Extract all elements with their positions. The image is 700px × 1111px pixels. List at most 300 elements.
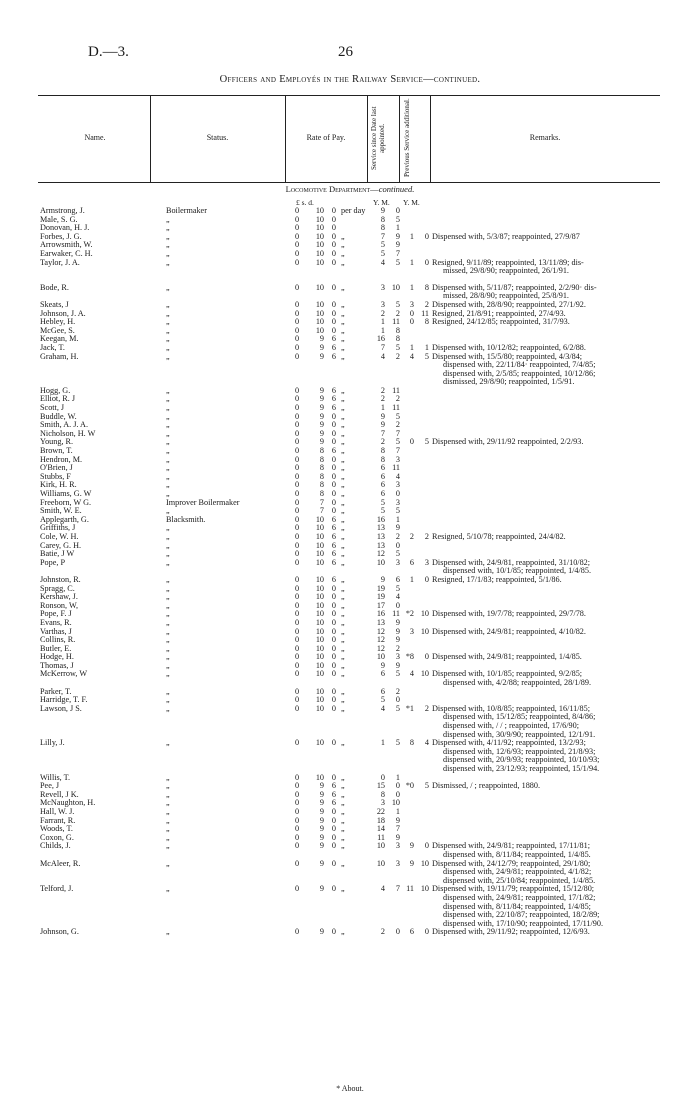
pay-pence: 6 [331, 446, 336, 456]
employee-status: „ [166, 609, 170, 619]
employee-name: Coxon, G. [40, 832, 74, 842]
pay-pounds: 0 [295, 223, 300, 233]
previous-months: 4 [424, 738, 429, 748]
previous-years: 8 [409, 738, 414, 748]
table-row [0, 619, 700, 628]
employee-table [0, 207, 700, 937]
service-years: 4 [380, 351, 385, 361]
pay-unit: „ [341, 686, 345, 696]
remark-line: dispensed with, 4/2/88; reappointed, 28/1/89. [443, 678, 592, 688]
column-header-service-since: Service since Date last appointed. [370, 106, 386, 170]
employee-name: Johnson, G. [40, 927, 79, 937]
pay-shillings: 10 [315, 600, 324, 610]
pay-pounds: 0 [295, 480, 300, 490]
employee-status: „ [166, 308, 170, 318]
service-years: 16 [376, 514, 385, 524]
pay-shillings: 10 [315, 635, 324, 645]
pay-pounds: 0 [295, 772, 300, 782]
pay-pounds: 0 [295, 385, 300, 395]
service-months: 5 [395, 549, 400, 559]
service-months: 5 [395, 299, 400, 309]
service-years: 22 [376, 807, 385, 817]
pay-pence: 0 [331, 703, 336, 713]
service-months: 10 [391, 798, 400, 808]
previous-months: 10 [420, 669, 429, 679]
table-row [0, 739, 700, 773]
previous-months: 8 [424, 317, 429, 327]
pay-shillings: 10 [315, 223, 324, 233]
pay-shillings: 10 [315, 308, 324, 318]
pay-unit: „ [341, 574, 345, 584]
pay-shillings: 8 [319, 489, 324, 499]
employee-name: Hebley, H. [40, 317, 76, 327]
pay-unit: per day [341, 206, 366, 215]
pay-pounds: 0 [295, 248, 300, 258]
pay-shillings: 9 [319, 798, 324, 808]
remark-line: Dispensed with, 15/5/80; reappointed, 4/3/84; [432, 351, 583, 361]
employee-name: Smith, W. E. [40, 506, 82, 516]
service-years: 1 [380, 325, 385, 335]
pay-pence: 0 [331, 497, 336, 507]
pay-shillings: 9 [319, 394, 324, 404]
pay-pence: 0 [331, 282, 336, 292]
pay-pounds: 0 [295, 841, 300, 851]
employee-name: Scott, J [40, 403, 65, 413]
service-years: 10 [376, 557, 385, 567]
service-years: 14 [376, 824, 385, 834]
employee-name: Farrant, R. [40, 815, 76, 825]
service-years: 7 [380, 231, 385, 241]
table-row [0, 808, 700, 817]
pay-pence: 0 [331, 223, 336, 233]
previous-months: 0 [424, 927, 429, 937]
service-years: 3 [380, 299, 385, 309]
service-months: 2 [395, 643, 400, 653]
service-months: 9 [395, 523, 400, 533]
pay-shillings: 10 [315, 695, 324, 705]
pay-pounds: 0 [295, 231, 300, 241]
previous-years: 1 [409, 342, 414, 352]
pay-pounds: 0 [295, 643, 300, 653]
pay-unit: „ [341, 463, 345, 473]
employee-name: Hogg, G. [40, 385, 71, 395]
table-row [0, 653, 700, 662]
service-years: 17 [376, 600, 385, 610]
pay-pence: 0 [331, 815, 336, 825]
employee-name: Lawson, J S. [40, 703, 82, 713]
service-years: 6 [380, 471, 385, 481]
remark-line: Dispensed with, 24/12/79; reappointed, 29/1/80; [432, 858, 591, 868]
employee-name: Taylor, J. A. [40, 257, 80, 267]
pay-pounds: 0 [295, 240, 300, 250]
pay-unit: „ [341, 282, 345, 292]
remark-line: dispensed with, 22/10/87; reappointed, 18/2/89; [443, 910, 600, 920]
employee-name: Harridge, T. F. [40, 695, 88, 705]
pay-pence: 6 [331, 557, 336, 567]
col-divider [399, 96, 400, 182]
previous-years: 1 [409, 231, 414, 241]
employee-name: Kershaw, J. [40, 592, 78, 602]
service-months: 0 [395, 789, 400, 799]
service-months: 7 [395, 446, 400, 456]
previous-years: 1 [409, 257, 414, 267]
service-months: 3 [395, 480, 400, 490]
pay-shillings: 7 [319, 506, 324, 516]
remarks [432, 705, 668, 739]
service-years: 6 [380, 686, 385, 696]
pay-shillings: 9 [319, 334, 324, 344]
table-row [0, 696, 700, 705]
pay-pence: 0 [331, 660, 336, 670]
previous-years: 6 [409, 557, 414, 567]
pay-shillings: 9 [319, 351, 324, 361]
previous-months: 2 [424, 531, 429, 541]
table-row [0, 705, 700, 739]
table-row [0, 585, 700, 594]
service-months: 5 [395, 437, 400, 447]
table-row [0, 259, 700, 276]
pay-unit: „ [341, 471, 345, 481]
table-row [0, 550, 700, 559]
pay-pounds: 0 [295, 411, 300, 421]
service-months: 9 [395, 815, 400, 825]
employee-name: Kirk, H. R. [40, 480, 77, 490]
pay-pence: 6 [331, 531, 336, 541]
employee-name: Brown, T. [40, 446, 73, 456]
pay-pence: 0 [331, 927, 336, 937]
col-divider [367, 96, 368, 182]
employee-status: „ [166, 446, 170, 456]
service-months: 9 [395, 240, 400, 250]
employee-status: „ [166, 471, 170, 481]
employee-status: „ [166, 686, 170, 696]
pay-shillings: 8 [319, 471, 324, 481]
service-years: 13 [376, 523, 385, 533]
pay-shillings: 10 [315, 626, 324, 636]
pay-pounds: 0 [295, 308, 300, 318]
employee-status: „ [166, 703, 170, 713]
pay-unit: „ [341, 446, 345, 456]
pay-shillings: 8 [319, 454, 324, 464]
service-years: 8 [380, 789, 385, 799]
service-years: 9 [380, 411, 385, 421]
pay-unit: „ [341, 231, 345, 241]
pay-unit: „ [341, 437, 345, 447]
table-row [0, 533, 700, 542]
pay-unit: „ [341, 394, 345, 404]
pay-unit: „ [341, 798, 345, 808]
table-row [0, 344, 700, 353]
service-months: 0 [395, 489, 400, 499]
remarks [432, 318, 668, 327]
remarks [432, 885, 668, 928]
employee-status: „ [166, 927, 170, 937]
pay-unit: „ [341, 600, 345, 610]
service-years: 12 [376, 643, 385, 653]
pay-shillings: 9 [319, 437, 324, 447]
service-months: 9 [395, 626, 400, 636]
service-years: 2 [380, 437, 385, 447]
previous-years: 4 [409, 351, 414, 361]
employee-name: Bode, R. [40, 282, 69, 292]
service-years: 9 [380, 660, 385, 670]
previous-months: 10 [420, 884, 429, 894]
previous-months: 2 [424, 299, 429, 309]
employee-name: Willis, T. [40, 772, 71, 782]
remark-line: Dismissed, / ; reappointed, 1880. [432, 781, 541, 791]
pay-pence: 0 [331, 206, 336, 215]
pay-shillings: 10 [315, 592, 324, 602]
remark-line: Dispensed with, 10/1/85; reappointed, 9/2/85; [432, 669, 583, 679]
pay-pence: 0 [331, 626, 336, 636]
service-months: 3 [395, 557, 400, 567]
pay-pence: 6 [331, 523, 336, 533]
table-row [0, 928, 700, 937]
previous-years: 1 [409, 282, 414, 292]
service-years: 1 [380, 317, 385, 327]
table-row [0, 817, 700, 826]
employee-status: „ [166, 411, 170, 421]
pay-pounds: 0 [295, 334, 300, 344]
previous-years: 3 [409, 626, 414, 636]
pay-unit: „ [341, 815, 345, 825]
service-years: 6 [380, 463, 385, 473]
pay-pounds: 0 [295, 282, 300, 292]
employee-name: Revell, J K. [40, 789, 79, 799]
pay-unit: „ [341, 592, 345, 602]
table-row [0, 335, 700, 344]
previous-months: 10 [420, 858, 429, 868]
employee-status: „ [166, 523, 170, 533]
employee-status: „ [166, 574, 170, 584]
service-months: 9 [395, 231, 400, 241]
remark-line: dispensed with, 17/10/90; reappointed, 17/11/90. [443, 918, 604, 928]
previous-years: *2 [405, 609, 414, 619]
employee-status: „ [166, 463, 170, 473]
service-years: 8 [380, 214, 385, 224]
pay-unit: „ [341, 497, 345, 507]
table-row [0, 233, 700, 242]
employee-status: Improver Boilermaker [166, 497, 240, 507]
remarks [432, 782, 668, 791]
employee-status: „ [166, 583, 170, 593]
remark-line: Dispensed with, 24/9/81; reappointed, 4/10/82. [432, 626, 586, 636]
remarks [432, 670, 668, 687]
table-row [0, 774, 700, 783]
service-months: 9 [395, 832, 400, 842]
employee-status: „ [166, 489, 170, 499]
service-years: 6 [380, 480, 385, 490]
previous-months: 1 [424, 342, 429, 352]
pay-pounds: 0 [295, 317, 300, 327]
table-row [0, 430, 700, 439]
pay-unit: „ [341, 695, 345, 705]
pay-pence: 6 [331, 540, 336, 550]
pay-shillings: 10 [315, 282, 324, 292]
table-row [0, 318, 700, 327]
pay-unit: „ [341, 781, 345, 791]
employee-name: Carey, G. H. [40, 540, 82, 550]
pay-pence: 6 [331, 385, 336, 395]
employee-status: „ [166, 549, 170, 559]
service-months: 2 [395, 351, 400, 361]
pay-pounds: 0 [295, 257, 300, 267]
service-years: 2 [380, 308, 385, 318]
previous-months: 10 [420, 626, 429, 636]
section-title-text: Locomotive Department— [285, 184, 379, 194]
service-months: 0 [395, 206, 400, 215]
previous-years: 9 [409, 858, 414, 868]
pay-unit: „ [341, 858, 345, 868]
table-row [0, 799, 700, 808]
service-years: 16 [376, 609, 385, 619]
pay-pounds: 0 [295, 514, 300, 524]
service-years: 7 [380, 428, 385, 438]
pay-shillings: 10 [315, 549, 324, 559]
employee-status: „ [166, 531, 170, 541]
service-years: 5 [380, 240, 385, 250]
pay-shillings: 10 [315, 703, 324, 713]
pay-unit: „ [341, 403, 345, 413]
table-row [0, 241, 700, 250]
table-row [0, 516, 700, 525]
pay-pounds: 0 [295, 574, 300, 584]
table-row [0, 670, 700, 687]
previous-years: 4 [409, 669, 414, 679]
pay-pence: 0 [331, 617, 336, 627]
pay-pence: 0 [331, 480, 336, 490]
pay-unit: „ [341, 420, 345, 430]
pay-unit: „ [341, 531, 345, 541]
remark-line: missed, 29/8/90; reappointed, 26/1/91. [443, 266, 569, 276]
service-months: 1 [395, 514, 400, 524]
pay-unit: „ [341, 635, 345, 645]
employee-name: Graham, H. [40, 351, 79, 361]
employee-name: Collins, R. [40, 635, 76, 645]
service-months: 2 [395, 686, 400, 696]
previous-years: 6 [409, 927, 414, 937]
pay-shillings: 9 [319, 342, 324, 352]
previous-years: 1 [409, 574, 414, 584]
employee-status: „ [166, 781, 170, 791]
remarks [432, 284, 668, 301]
employee-status: „ [166, 403, 170, 413]
remark-line: dispensed with, 30/9/90; reappointed, 12/1/91. [443, 729, 596, 739]
pay-shillings: 9 [319, 832, 324, 842]
remark-line: Dispensed with, 29/11/92; reappointed, 12/6/93. [432, 927, 590, 937]
previous-months: 3 [424, 557, 429, 567]
pay-shillings: 10 [315, 609, 324, 619]
service-years: 7 [380, 342, 385, 352]
service-months: 1 [395, 807, 400, 817]
table-row [0, 224, 700, 233]
employee-status: „ [166, 824, 170, 834]
remark-line: Dispensed with, 10/12/82; reappointed, 6/2/88. [432, 342, 586, 352]
pay-pounds: 0 [295, 428, 300, 438]
employee-status: „ [166, 248, 170, 258]
service-months: 4 [395, 471, 400, 481]
service-months: 5 [395, 669, 400, 679]
remark-line: Dispensed with, 4/11/92; reappointed, 13/2/93; [432, 738, 586, 748]
pay-pounds: 0 [295, 600, 300, 610]
pay-shillings: 9 [319, 927, 324, 937]
table-row [0, 542, 700, 551]
remarks [432, 860, 668, 886]
pay-shillings: 10 [315, 206, 324, 215]
previous-months: 0 [424, 574, 429, 584]
remark-line: Resigned, 21/8/91; reappointed, 27/4/93. [432, 308, 566, 318]
service-years: 6 [380, 489, 385, 499]
employee-status: „ [166, 342, 170, 352]
pay-pounds: 0 [295, 781, 300, 791]
pay-unit: „ [341, 514, 345, 524]
service-months: 3 [395, 858, 400, 868]
employee-status: „ [166, 643, 170, 653]
employee-name: Williams, G. W [40, 489, 92, 499]
remark-line: dispensed with, 24/9/81; reappointed, 17/1/82; [443, 892, 596, 902]
employee-name: Hodge, H. [40, 652, 74, 662]
pay-unit: „ [341, 325, 345, 335]
employee-name: McGee, S. [40, 325, 75, 335]
pay-pounds: 0 [295, 815, 300, 825]
employee-name: Varthas, J [40, 626, 72, 636]
pay-pence: 0 [331, 257, 336, 267]
service-months: 9 [395, 660, 400, 670]
service-months: 9 [395, 635, 400, 645]
pay-pounds: 0 [295, 549, 300, 559]
service-years: 9 [380, 574, 385, 584]
pay-pence: 0 [331, 248, 336, 258]
employee-status: „ [166, 798, 170, 808]
page-title: Officers and Employés in the Railway Service—continued. [219, 74, 481, 85]
pay-unit: „ [341, 660, 345, 670]
service-months: 11 [392, 385, 400, 395]
remark-line: dispensed with, 22/11/84· reappointed, 7/4/85; [443, 360, 596, 370]
table-row [0, 576, 700, 585]
service-years: 5 [380, 248, 385, 258]
service-months: 1 [395, 223, 400, 233]
table-row [0, 782, 700, 791]
table-row [0, 559, 700, 576]
service-years: 12 [376, 626, 385, 636]
table-row [0, 860, 700, 886]
employee-status: „ [166, 420, 170, 430]
pay-pence: 6 [331, 334, 336, 344]
pay-shillings: 9 [319, 789, 324, 799]
employee-name: Johnson, J. A. [40, 308, 86, 318]
service-months: 3 [395, 497, 400, 507]
previous-months: 5 [424, 437, 429, 447]
previous-months: 8 [424, 282, 429, 292]
pay-unit: „ [341, 583, 345, 593]
pay-pence: 6 [331, 394, 336, 404]
pay-unit: „ [341, 669, 345, 679]
pay-shillings: 9 [319, 403, 324, 413]
service-years: 5 [380, 506, 385, 516]
employee-name: Ronson, W, [40, 600, 78, 610]
pay-shillings: 9 [319, 858, 324, 868]
employee-status: „ [166, 617, 170, 627]
service-months: 8 [395, 325, 400, 335]
employee-status: „ [166, 334, 170, 344]
remark-line: dispensed with, 8/11/84; reappointed, 1/4/85. [443, 849, 591, 859]
pay-pence: 0 [331, 240, 336, 250]
pay-shillings: 10 [315, 557, 324, 567]
pay-pence: 0 [331, 428, 336, 438]
employee-name: Arrowsmith, W. [40, 240, 93, 250]
service-months: 0 [395, 600, 400, 610]
pay-pounds: 0 [295, 463, 300, 473]
